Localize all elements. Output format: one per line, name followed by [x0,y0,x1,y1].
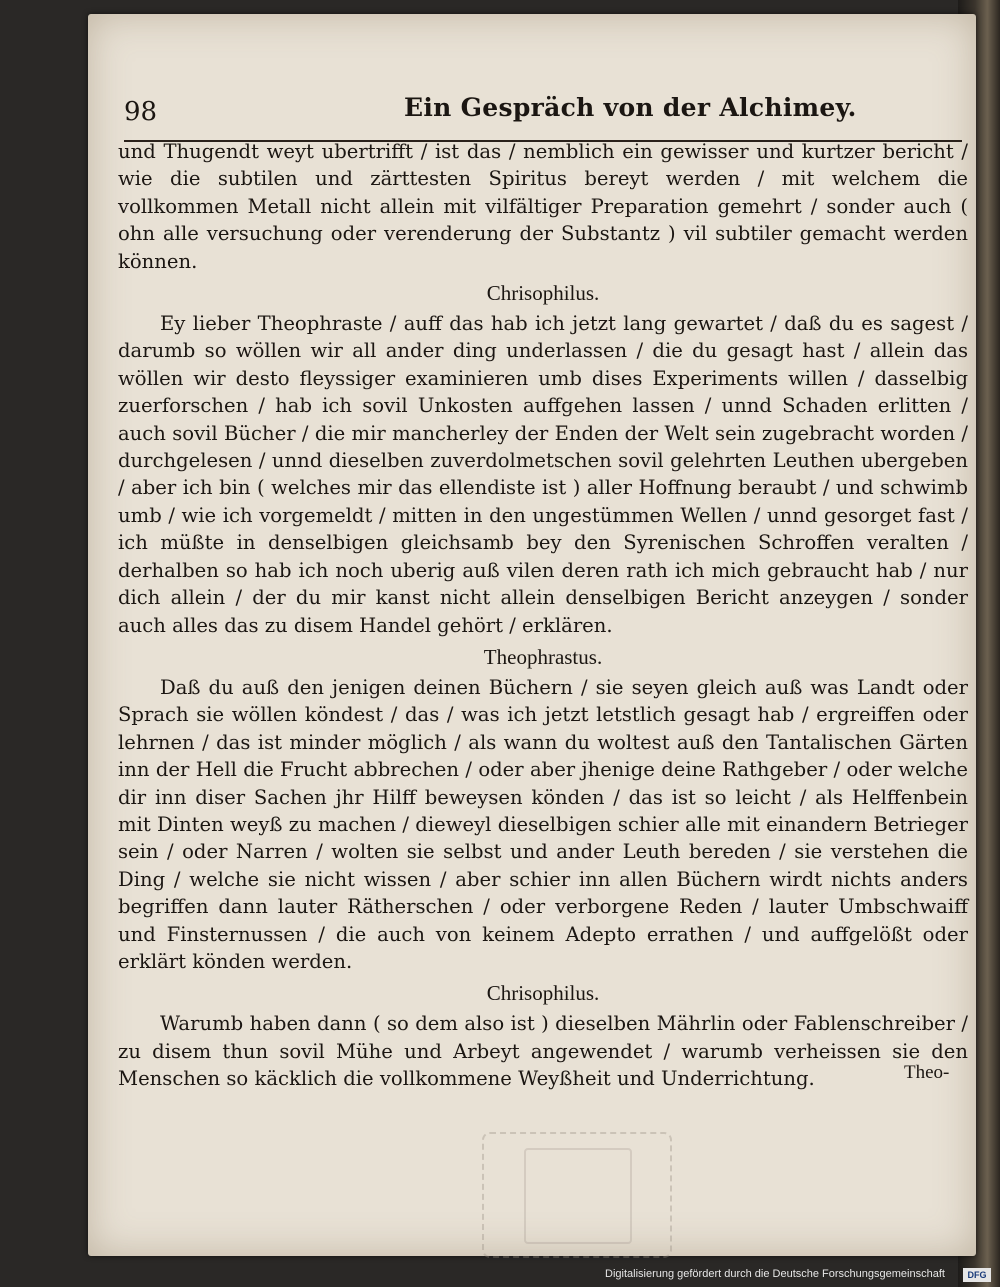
dfg-logo: DFG [963,1268,991,1282]
library-stamp [482,1132,672,1258]
library-stamp-inner [524,1148,632,1244]
main-text [118,138,968,1093]
speaker-label-3: Chrisophilus. [486,981,600,1006]
catchword: Theo- [904,1062,950,1083]
speaker-label-1: Chrisophilus. [486,281,600,306]
running-head: Ein Gespräch von der Alchimey. [404,93,857,122]
page-header [124,93,934,137]
digitization-credit: Digitalisierung gefördert durch die Deutsche Forschungsgemeinschaft [605,1268,945,1280]
page-number: 98 [124,97,158,127]
paragraph-3: Daß du auß den jenigen deinen Büchern / sie seyen gleich auß was Landt oder Sprach sie wöllen köndest / das / was ich jetzt letstlich gesagt hab / ergreiffen oder lehrnen / das ist minder möglich / als wann du woltest auß den Tantalischen Gärten inn der Hell die Frucht abbrechen / oder aber jhenige deine Rathgeber / oder welche dir inn diser Sachen jhr Hilff beweysen könden / das ist so leicht / als Helffenbein mit Dinten weyß zu machen / dieweyl dieselbigen schier alle mit einandern Betrieger sein / oder Narren / wolten sie selbst und ander Leuth bereden / sie verstehen die Ding / welche sie nicht wissen / aber schier inn allen Büchern wirdt nichts anders begriffen dann lauter Rätherschen / oder verborgene Reden / lauter Umbschwaiff und Finsternussen / die auch von keinem Adepto errathen / und auffgelößt oder erklärt könden werden. [118,675,968,973]
paragraph-4: Warumb haben dann ( so dem also ist ) dieselben Mährlin oder Fablenschreiber / zu disem thun sovil Mühe und Arbeyt angewendet / warumb verheissen sie den Menschen so käcklich die vollkommene Weyßheit und Underrichtung. [118,1012,968,1091]
paragraph-1: und Thugendt weyt ubertrifft / ist das / nemblich ein gewisser und kurtzer bericht / wie die subtilen und zärttesten Spiritus bereyt werden / mit welchem die vollkommen Metall nicht allein mit vilfältiger Preparation gemehrt / sonder auch ( ohn alle versuchung oder verenderung der Substantz ) vil subtiler gemacht werden können. [118,140,968,273]
speaker-label-2: Theophrastus. [483,644,603,669]
paragraph-2: Ey lieber Theophraste / auff das hab ich jetzt lang gewartet / daß du es sagest / darumb so wöllen wir all ander ding underlassen / die du gesagt hast / allein das wöllen wir desto fleyssiger examinieren umb dises Experiments willen / dasselbig zuerforschen / hab ich sovil Unkosten auffgehen lassen / unnd Schaden erlitten / auch sovil Bücher / die mir mancherley der Enden der Welt sein zugebracht worden / durchgelesen / unnd dieselben zuverdolmetschen sovil gelehrten Leuthen ubergeben / aber ich bin ( welches mir das ellendiste ist ) aller Hoffnung beraubt / und schwimb umb / wie ich vorgemeldt / mitten in den ungestümmen Wellen / unnd gesorget fast / ich müßte in denselbigen gleichsamb bey den Syrenischen Schroffen veralten / derhalben so hab ich noch uberig auß vilen deren rath ich mich gebraucht hab / nur dich allein / der du mir kanst nicht allein denselbigen Bericht anzeygen / sonder auch alles das zu disem Handel gehört / erklären. [118,312,968,637]
